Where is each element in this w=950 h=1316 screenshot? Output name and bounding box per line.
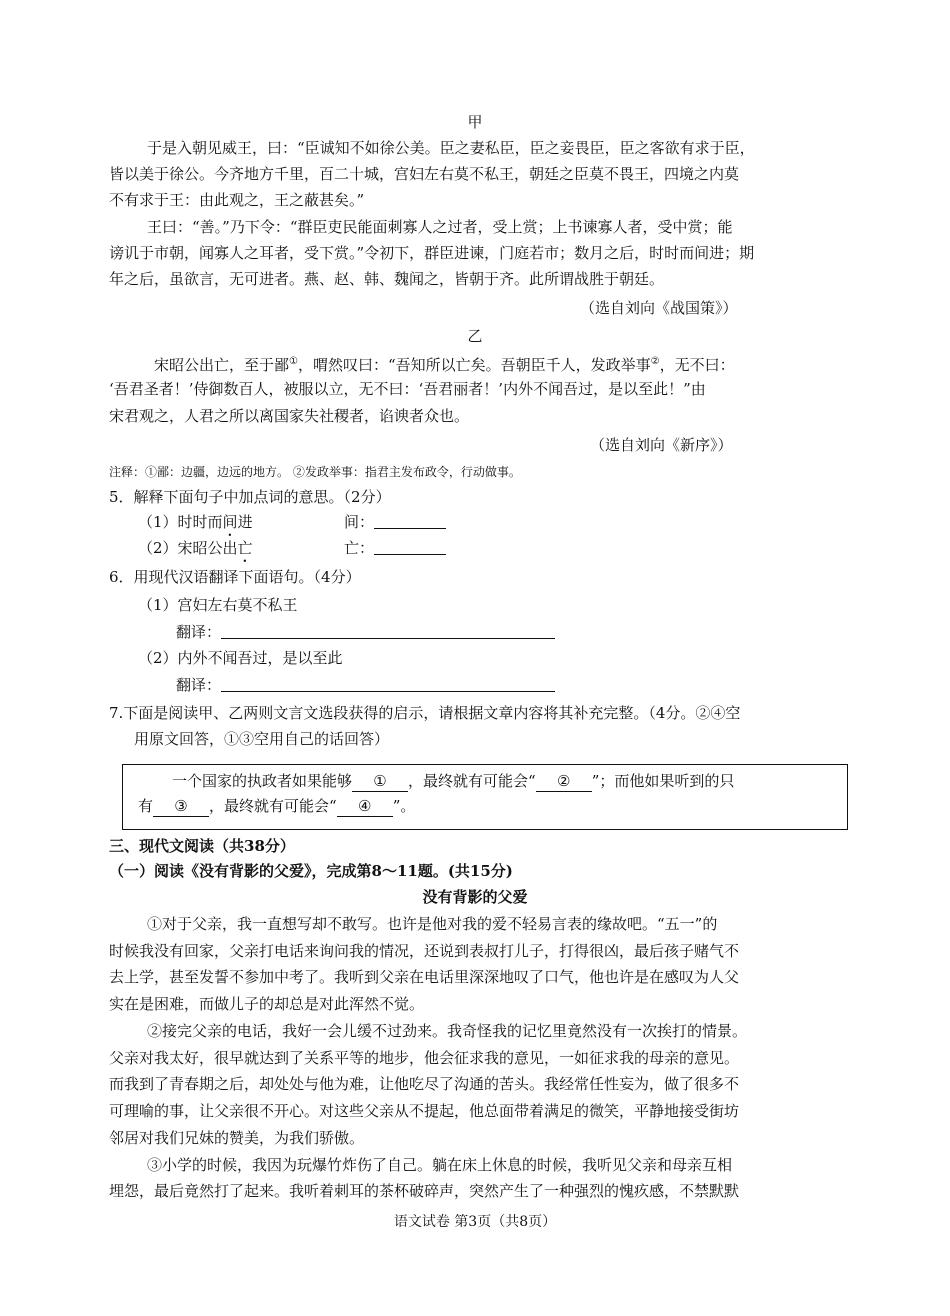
q7-stem-line-2: 用原文回答，①③空用自己的话回答） (134, 730, 390, 748)
translate-blank[interactable] (221, 622, 555, 639)
q5-item-1 (138, 512, 253, 540)
translate-blank[interactable] (221, 675, 555, 692)
passage-jia-line: 不有求于王：由此观之，王之蔽甚矣。” (109, 191, 365, 209)
passage-yi-text: ，喟然叹曰：“吾知所以亡矣。吾朝臣千人，发政举事 (297, 356, 651, 374)
section-3-title: 三、现代文阅读（共38分） (109, 837, 295, 855)
q7-box-line-1 (172, 771, 734, 792)
passage-yi-text: ，无不曰： (659, 356, 735, 374)
passage-jia-source: （选自刘向《战国策》） (580, 299, 738, 317)
passage-yi-line-2: ‘吾君圣者！’侍御数百人，被服以立，无不曰：‘吾君丽者！’内外不闻吾过，是以至此！”由 (109, 380, 706, 398)
article-line: 而我到了青春期之后，却处处与他为难，让他吃尽了沟通的苦头。我经常任性妄为，做了很多不 (109, 1075, 740, 1093)
dotted-word: 亡 (237, 539, 253, 557)
q7-box-text: 有 (138, 797, 154, 815)
article-line: 可理喻的事，让父亲很不开心。对这些父亲从不提起，他总面带着满足的微笑，平静地接受街坊 (109, 1102, 740, 1120)
q7-box-line-2 (138, 796, 415, 817)
passage-jia-heading: 甲 (467, 113, 483, 131)
q7-box-text: 一个国家的执政者如果能够 (172, 772, 353, 790)
article-line: 埋怨，最后竟然打了起来。我听着刺耳的茶杯破碎声，突然产生了一种强烈的愧疚感，不禁默默 (109, 1182, 740, 1200)
dotted-word: 间 (222, 513, 238, 531)
article-line: ①对于父亲，我一直想写却不敢写。也许是他对我的爱不轻易言表的缘故吧。“五一”的 (147, 915, 718, 933)
passage-yi-line-1 (154, 352, 735, 375)
translate-label: 翻译： (176, 623, 222, 641)
answer-blank[interactable] (374, 538, 446, 555)
passage-yi-text: 宋昭公出亡，至于鄙 (154, 356, 290, 374)
q6-item-1: （1）宫妇左右莫不私王 (138, 596, 298, 614)
passage-yi-heading: 乙 (467, 327, 483, 345)
translate-label: 翻译： (176, 676, 222, 694)
blank-2[interactable]: ② (536, 771, 592, 792)
article-title: 没有背影的父爱 (422, 888, 528, 906)
answer-label: 亡： (344, 539, 375, 557)
q6-translate-2[interactable] (176, 675, 555, 695)
article-line: 去上学，甚至发誓不参加中考了。我听到父亲在电话里深深地叹了口气，他也许是在感叹为人父 (109, 968, 740, 986)
q5-item-2 (138, 538, 253, 566)
footnote-mark: ① (289, 356, 298, 367)
article-line: 邻居对我们兄妹的赞美，为我们骄傲。 (109, 1129, 365, 1147)
q7-box-text: ”。 (392, 797, 416, 815)
passage-jia-line: 王曰：“善。”乃下令：“群臣吏民能面刺寡人之过者，受上赏；上书谏寡人者，受中赏；能 (147, 218, 733, 236)
q5-answer-2[interactable] (344, 538, 446, 558)
blank-1[interactable]: ① (352, 771, 408, 792)
section-3-subtitle: （一）阅读《没有背影的父爱》，完成第8～11题。(共15分) (109, 862, 513, 880)
footnote-mark: ② (650, 356, 660, 367)
q5-item-1-text: （1）时时而 (138, 513, 223, 531)
answer-label: 间： (344, 513, 375, 531)
q5-item-1-text: 进 (237, 513, 253, 531)
footnotes: 注释：①鄙：边疆，边远的地方。 ②发政举事：指君主发布政令，行动做事。 (109, 465, 521, 479)
q6-translate-1[interactable] (176, 622, 555, 642)
passage-yi-source: （选自刘向《新序》） (590, 436, 733, 454)
passage-jia-line: 年之后，虽欲言，无可进者。燕、赵、韩、魏闻之，皆朝于齐。此所谓战胜于朝廷。 (109, 270, 665, 288)
q5-answer-1[interactable] (344, 512, 446, 532)
article-line: 时候我没有回家，父亲打电话来询问我的情况，还说到表叔打儿子，打得很凶，最后孩子赌气不 (109, 942, 740, 960)
passage-jia-line: 于是入朝见威王，曰：“臣诚知不如徐公美。臣之妻私臣，臣之妾畏臣，臣之客欲有求于臣， (147, 139, 755, 157)
q7-box-text: ，最终就有可能会“ (209, 797, 337, 815)
q6-item-2: （2）内外不闻吾过，是以至此 (138, 649, 343, 667)
article-line: 父亲对我太好，很早就达到了关系平等的地步，他会征求我的意见，一如征求我的母亲的意见。 (109, 1049, 740, 1067)
q7-stem-line-1: 7.下面是阅读甲、乙两则文言文选段获得的启示，请根据文章内容将其补充完整。（4分。②④空 (109, 704, 741, 722)
q7-box-text: ，最终就有可能会“ (408, 772, 536, 790)
q5-item-2-text: （2）宋昭公出 (138, 539, 238, 557)
q5-stem: 5．解释下面句子中加点词的意思。（2分） (109, 488, 391, 506)
q6-stem: 6．用现代汉语翻译下面语句。（4分） (109, 568, 361, 586)
blank-3[interactable]: ③ (153, 796, 209, 817)
article-line: ③小学的时候，我因为玩爆竹炸伤了自己。躺在床上休息的时候，我听见父亲和母亲互相 (147, 1156, 733, 1174)
passage-jia-line: 皆以美于徐公。今齐地方千里，百二十城，宫妇左右莫不私王，朝廷之臣莫不畏王，四境之内莫 (109, 165, 740, 183)
blank-4[interactable]: ④ (337, 796, 393, 817)
passage-yi-line-3: 宋君观之，人君之所以离国家失社稷者，谄谀者众也。 (109, 407, 470, 425)
article-line: ②接完父亲的电话，我好一会儿缓不过劲来。我奇怪我的记忆里竟然没有一次挨打的情景。 (147, 1022, 748, 1040)
answer-blank[interactable] (374, 512, 446, 529)
q7-box-text: ”；而他如果听到的只 (591, 772, 735, 790)
passage-jia-line: 谤讥于市朝，闻寡人之耳者，受下赏。”令初下，群臣进谏，门庭若市；数月之后，时时而间进；期 (109, 244, 755, 262)
article-line: 实在是困难，而做儿子的却总是对此浑然不觉。 (109, 995, 425, 1013)
page-footer: 语文试卷 第3页（共8页） (393, 1214, 557, 1230)
